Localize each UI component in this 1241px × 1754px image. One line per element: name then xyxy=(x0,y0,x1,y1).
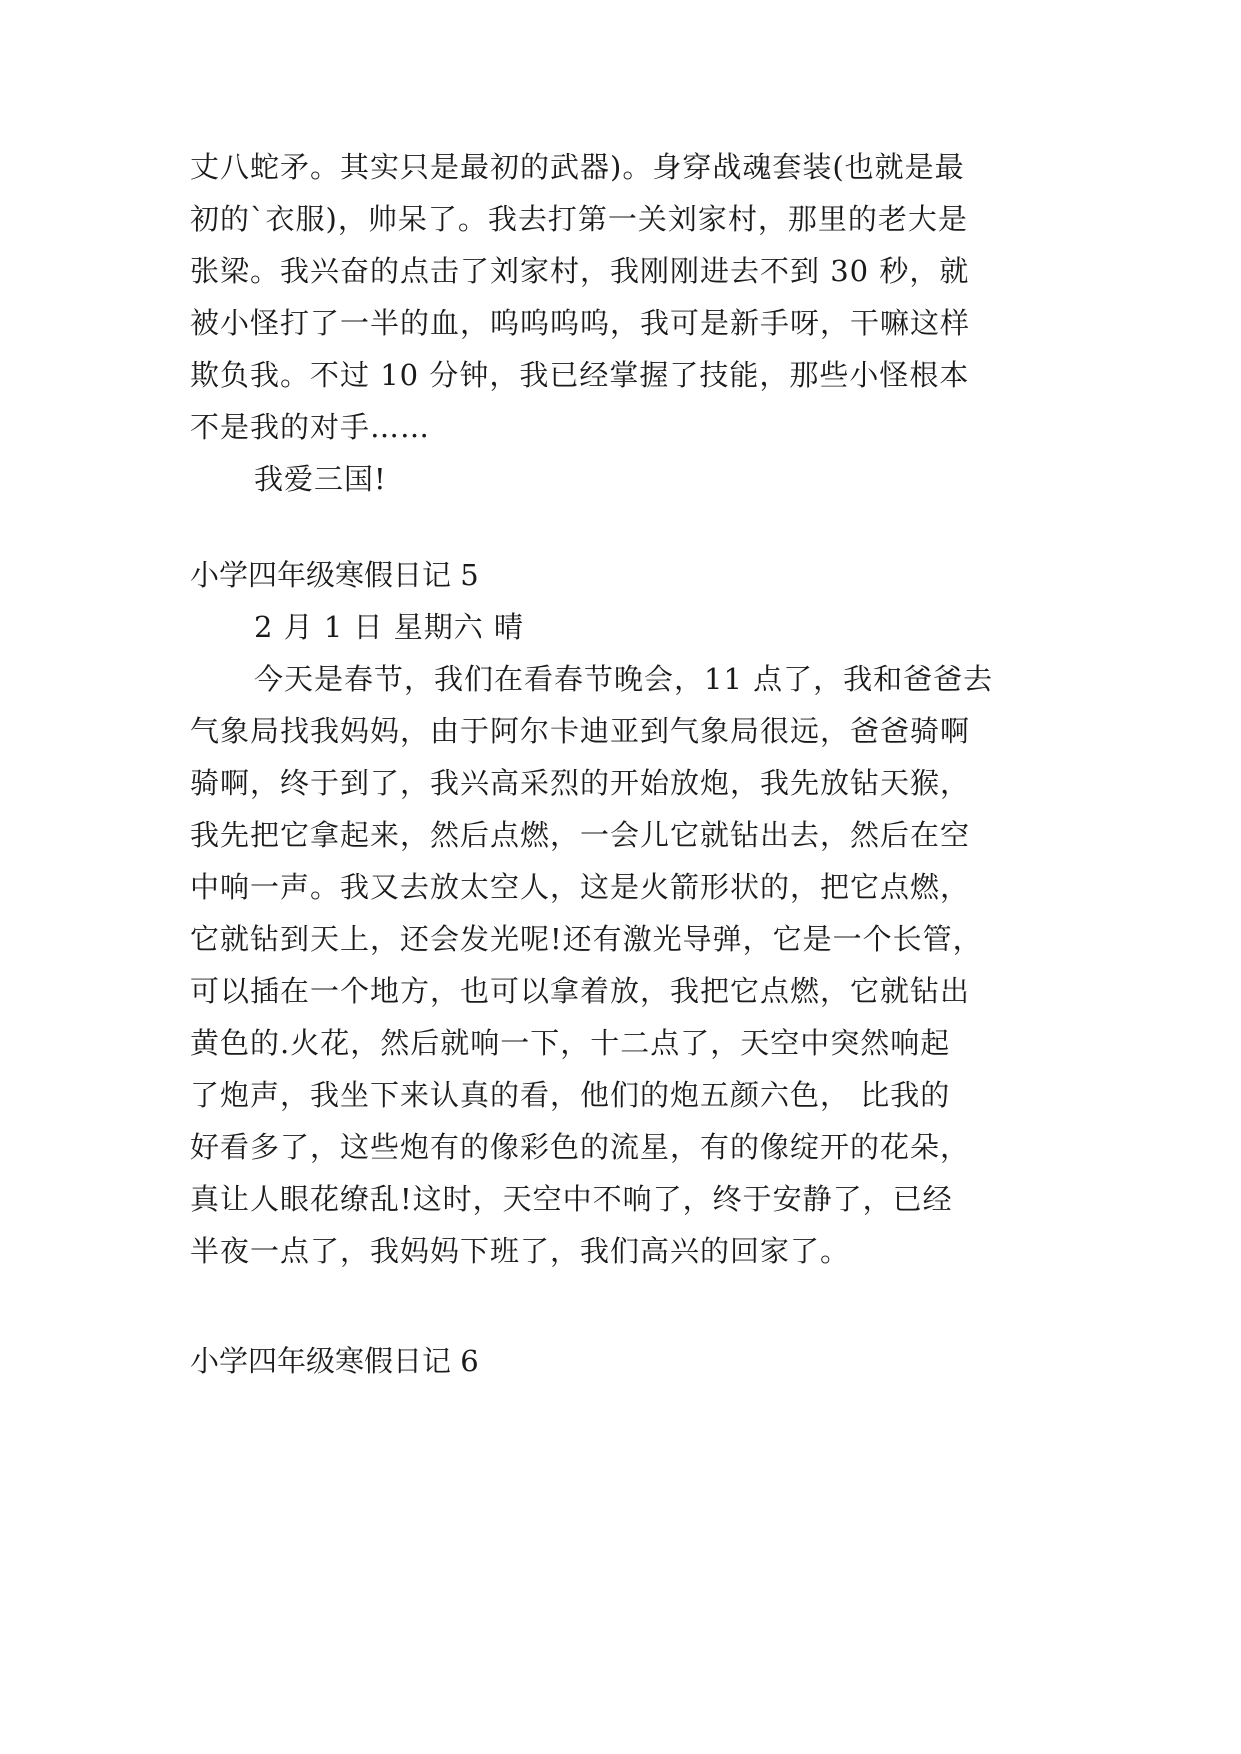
paragraph-line: 了炮声，我坐下来认真的看，他们的炮五颜六色， 比我的 xyxy=(190,1078,951,1112)
section-heading: 小学四年级寒假日记 5 xyxy=(190,558,479,592)
paragraph-line: 真让人眼花缭乱!这时，天空中不响了，终于安静了，已经 xyxy=(190,1182,953,1216)
paragraph-line: 可以插在一个地方，也可以拿着放，我把它点燃，它就钻出 xyxy=(190,974,971,1008)
paragraph-line: 欺负我。不过 10 分钟，我已经掌握了技能，那些小怪根本 xyxy=(190,358,970,392)
paragraph-line: 它就钻到天上，还会发光呢!还有激光导弹，它是一个长管， xyxy=(190,922,983,956)
paragraph-line: 张梁。我兴奋的点击了刘家村，我刚刚进去不到 30 秒，就 xyxy=(190,254,970,288)
paragraph-line: 好看多了，这些炮有的像彩色的流星，有的像绽开的花朵， xyxy=(190,1130,971,1164)
section-heading: 小学四年级寒假日记 6 xyxy=(190,1344,479,1378)
paragraph-line: 今天是春节，我们在看春节晚会，11 点了，我和爸爸去 xyxy=(254,662,994,696)
paragraph-line: 中响一声。我又去放太空人，这是火箭形状的，把它点燃， xyxy=(190,870,971,904)
paragraph-line: 我爱三国! xyxy=(254,462,387,496)
paragraph-line: 黄色的.火花，然后就响一下，十二点了，天空中突然响起 xyxy=(190,1026,951,1060)
paragraph-line: 气象局找我妈妈，由于阿尔卡迪亚到气象局很远，爸爸骑啊 xyxy=(190,714,971,748)
paragraph-line: 被小怪打了一半的血，呜呜呜呜，我可是新手呀，干嘛这样 xyxy=(190,306,971,340)
paragraph-line: 骑啊，终于到了，我兴高采烈的开始放炮，我先放钻天猴， xyxy=(190,766,971,800)
paragraph-line: 初的`衣服)，帅呆了。我去打第一关刘家村，那里的老大是 xyxy=(190,202,968,236)
paragraph-line: 丈八蛇矛。其实只是最初的武器)。身穿战魂套装(也就是最 xyxy=(190,150,965,184)
date-line: 2 月 1 日 星期六 晴 xyxy=(254,610,524,644)
paragraph-line: 不是我的对手…… xyxy=(190,410,431,444)
paragraph-line: 半夜一点了，我妈妈下班了，我们高兴的回家了。 xyxy=(190,1234,851,1268)
paragraph-line: 我先把它拿起来，然后点燃，一会儿它就钻出去，然后在空 xyxy=(190,818,971,852)
